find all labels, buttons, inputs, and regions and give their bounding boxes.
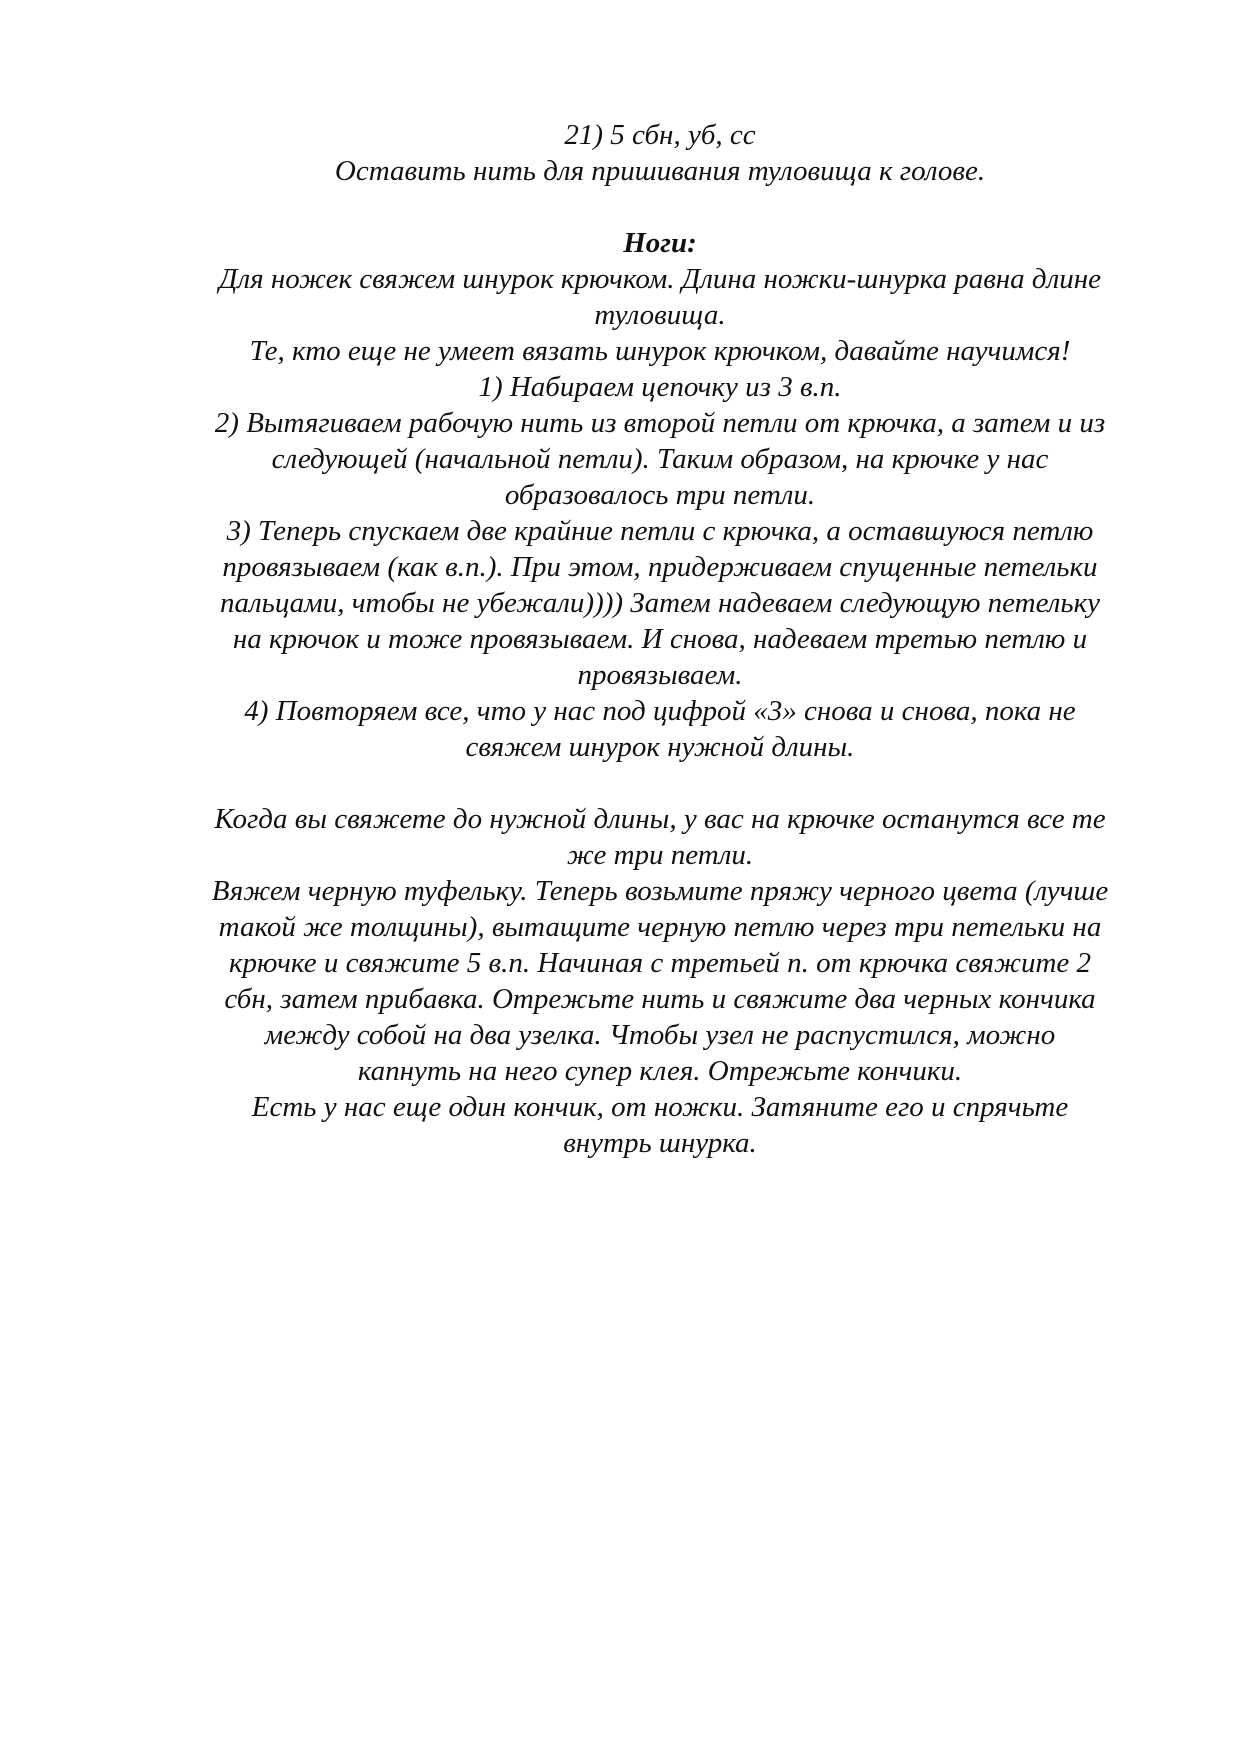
text-line: Когда вы свяжете до нужной длины, у вас на крючке останутся все те bbox=[214, 803, 1106, 835]
text-line: провязываем (как в.п.). При этом, придерживаем спущенные петельки bbox=[222, 551, 1098, 583]
text-line: такой же толщины), вытащите черную петлю через три петельки на bbox=[218, 911, 1102, 943]
text-line: свяжем шнурок нужной длины. bbox=[465, 731, 855, 763]
paragraph-gap bbox=[160, 765, 1160, 801]
text-line: 1) Набираем цепочку из 3 в.п. bbox=[478, 371, 842, 403]
section-heading: Ноги: bbox=[623, 227, 697, 259]
paragraph-gap bbox=[160, 189, 1160, 225]
text-line: между собой на два узелка. Чтобы узел не распустился, можно bbox=[264, 1019, 1056, 1051]
text-line: же три петли. bbox=[566, 839, 754, 871]
text-line: на крючок и тоже провязываем. И снова, надеваем третью петлю и bbox=[232, 623, 1088, 655]
text-line: Оставить нить для пришивания туловища к голове. bbox=[334, 155, 986, 187]
text-line: сбн, затем прибавка. Отрежьте нить и свяжите два черных кончика bbox=[224, 983, 1096, 1015]
text-line: 3) Теперь спускаем две крайние петли с крючка, а оставшуюся петлю bbox=[226, 515, 1094, 547]
text-line: 4) Повторяем все, что у нас под цифрой «3» снова и снова, пока не bbox=[244, 695, 1076, 727]
document-body bbox=[160, 117, 1160, 1161]
text-line: капнуть на него супер клея. Отрежьте кончики. bbox=[357, 1055, 963, 1087]
text-line: провязываем. bbox=[577, 659, 743, 691]
text-line: Вяжем черную туфельку. Теперь возьмите пряжу черного цвета (лучше bbox=[211, 875, 1109, 907]
text-line: следующей (начальной петли). Таким образом, на крючке у нас bbox=[271, 443, 1049, 475]
text-line: Есть у нас еще один кончик, от ножки. Затяните его и спрячьте bbox=[251, 1091, 1069, 1123]
text-line: Те, кто еще не умеет вязать шнурок крючком, давайте научимся! bbox=[249, 335, 1071, 367]
text-line: Для ножек свяжем шнурок крючком. Длина ножки-шнурка равна длине bbox=[219, 263, 1101, 295]
text-line: крючке и свяжите 5 в.п. Начиная с третьей п. от крючка свяжите 2 bbox=[228, 947, 1092, 979]
text-line: 2) Вытягиваем рабочую нить из второй петли от крючка, а затем и из bbox=[214, 407, 1106, 439]
text-line: туловища. bbox=[594, 299, 726, 331]
text-line: образовалось три петли. bbox=[504, 479, 816, 511]
text-line: внутрь шнурка. bbox=[563, 1127, 757, 1159]
text-line: пальцами, чтобы не убежали)))) Затем надеваем следующую петельку bbox=[219, 587, 1101, 619]
text-line: 21) 5 сбн, уб, сс bbox=[564, 119, 756, 151]
